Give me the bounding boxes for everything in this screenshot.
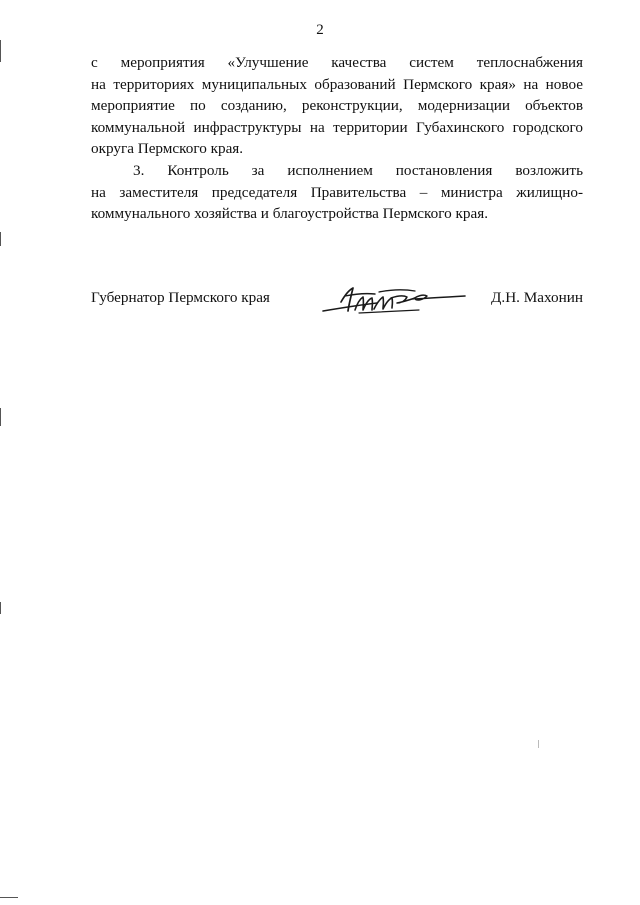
scan-edge-mark: [0, 40, 1, 62]
paragraph-1-line-1: с мероприятия «Улучшение качества систем теплоснабжения: [91, 54, 583, 71]
paragraph-1-line-2: на территориях муниципальных образований Пермского края» на новое: [91, 75, 583, 93]
document-body: [91, 52, 583, 225]
paragraph-1-line-3: мероприятие по созданию, реконструкции, модернизации объектов: [91, 97, 583, 115]
paragraph-1-line-5: округа Пермского края.: [91, 140, 244, 158]
page-number: 2: [316, 22, 324, 38]
scan-edge-mark: [0, 408, 1, 426]
signer-position: Губернатор Пермского края: [91, 289, 270, 306]
signer-name: Д.Н. Махонин: [491, 289, 583, 306]
scan-edge-mark: [0, 232, 1, 246]
paragraph-1-line-4: коммунальной инфраструктуры на территории Губахинского городского: [91, 118, 583, 136]
scan-edge-mark: [0, 897, 18, 898]
paragraph-2-line-1: 3. Контроль за исполнением постановления возложить: [133, 161, 583, 179]
handwritten-signature: [319, 284, 469, 318]
paragraph-2: [91, 160, 583, 225]
signature-block: [91, 284, 583, 324]
scan-edge-mark: [0, 602, 1, 614]
paragraph-1: [91, 52, 583, 160]
paragraph-2-line-3: коммунального хозяйства и благоустройства Пермского края.: [91, 205, 488, 223]
scan-edge-mark: [538, 740, 539, 748]
paragraph-2-line-2: на заместителя председателя Правительства – министра жилищно-: [91, 183, 583, 201]
